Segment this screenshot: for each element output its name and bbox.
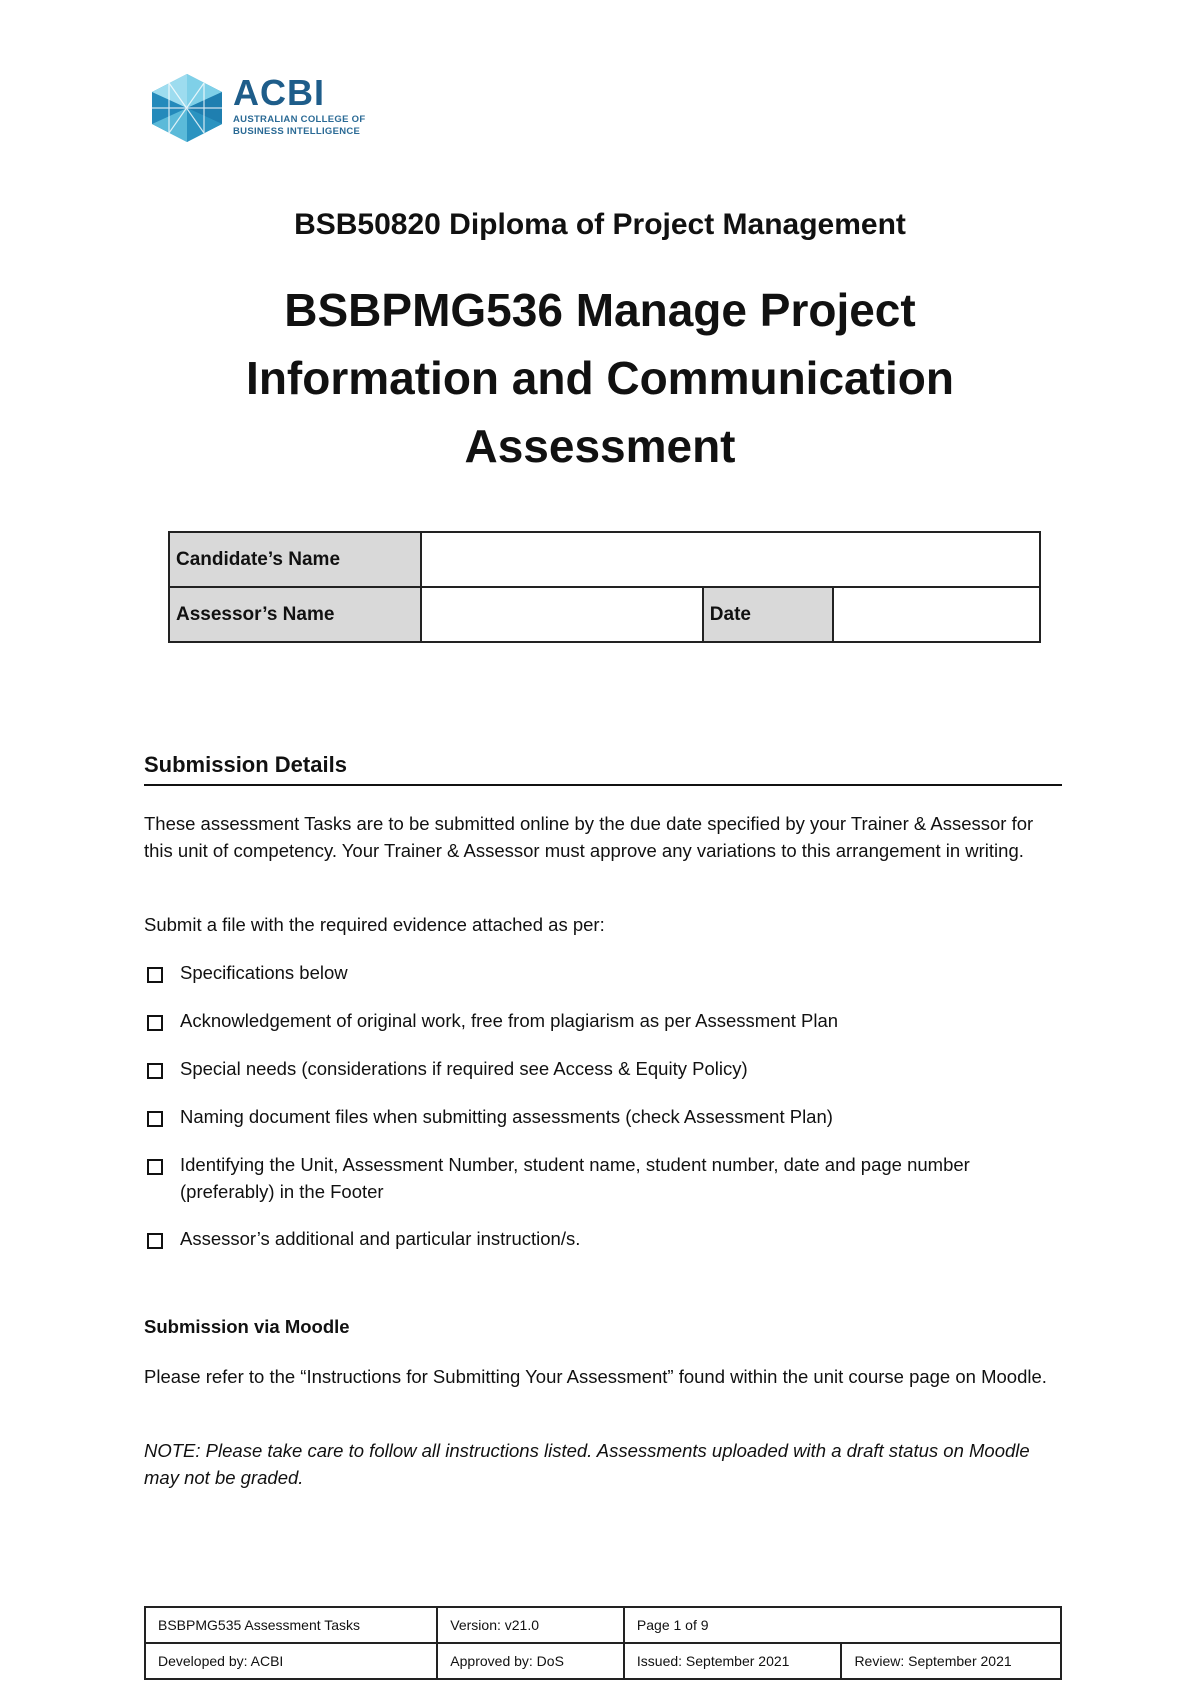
unit-title-line3: Assessment [464,420,736,472]
checklist-item [144,1008,1064,1035]
footer-review: Review: September 2021 [841,1643,1061,1679]
submission-details-heading: Submission Details [144,752,1062,786]
date-field[interactable] [833,587,1040,642]
checklist-item [144,1152,1064,1205]
unit-title-line1: BSBPMG536 Manage Project [284,284,916,336]
acbi-logo [148,72,368,144]
assessor-name-field[interactable] [421,587,703,642]
footer-developed-by: Developed by: ACBI [145,1643,437,1679]
checklist-item-label: Assessor’s additional and particular instruction/s. [180,1228,581,1249]
hexagon-logo-icon [148,72,226,144]
checklist-item-label: Naming document files when submitting assessments (check Assessment Plan) [180,1106,833,1127]
checkbox-icon[interactable] [147,1111,163,1127]
date-label: Date [703,587,833,642]
checklist-item-label: Identifying the Unit, Assessment Number, student name, student number, date and page number (preferably) in the Footer [180,1154,970,1202]
checkbox-icon[interactable] [147,1159,163,1175]
checklist-item [144,960,1064,987]
assessor-row [169,587,1040,642]
checkbox-icon[interactable] [147,1015,163,1031]
candidate-details-table [168,531,1041,643]
moodle-note: NOTE: Please take care to follow all instructions listed. Assessments uploaded with a draft status on Moodle may not be graded. [144,1440,1030,1488]
checklist-item [144,1104,1064,1131]
submission-lead: Submit a file with the required evidence attached as per: [144,914,605,935]
checklist-item [144,1056,1064,1083]
logo-subtitle-line2: BUSINESS INTELLIGENCE [233,126,361,137]
footer-doc-name: BSBPMG535 Assessment Tasks [145,1607,437,1643]
checklist-item-label: Special needs (considerations if required see Access & Equity Policy) [180,1058,748,1079]
checklist-item-label: Specifications below [180,962,348,983]
checkbox-icon[interactable] [147,1233,163,1249]
unit-title [150,276,1050,480]
footer-approved-by: Approved by: DoS [437,1643,624,1679]
moodle-instructions: Please refer to the “Instructions for Submitting Your Assessment” found within the unit course page on Moodle. [144,1366,1047,1387]
footer-issued: Issued: September 2021 [624,1643,842,1679]
footer-page-number: Page 1 of 9 [624,1607,1061,1643]
checkbox-icon[interactable] [147,967,163,983]
logo-subtitle [233,114,365,138]
checklist-item-label: Acknowledgement of original work, free from plagiarism as per Assessment Plan [180,1010,839,1031]
footer-table [144,1606,1062,1680]
unit-title-line2: Information and Communication [246,352,954,404]
candidate-row [169,532,1040,587]
moodle-heading: Submission via Moodle [144,1316,350,1337]
checklist-item [144,1226,1064,1253]
checkbox-icon[interactable] [147,1063,163,1079]
logo-name: ACBI [233,72,325,113]
assessor-name-label: Assessor’s Name [169,587,421,642]
candidate-name-field[interactable] [421,532,1040,587]
qualification-title: BSB50820 Diploma of Project Management [294,208,906,241]
submission-intro: These assessment Tasks are to be submitted online by the due date specified by your Trainer & Assessor for this unit of competency. Your Trainer & Assessor must approve any variations to this arrangement in writing. [144,813,1034,861]
logo-subtitle-line1: AUSTRALIAN COLLEGE OF [233,114,366,125]
footer-version: Version: v21.0 [437,1607,624,1643]
candidate-name-label: Candidate’s Name [169,532,421,587]
